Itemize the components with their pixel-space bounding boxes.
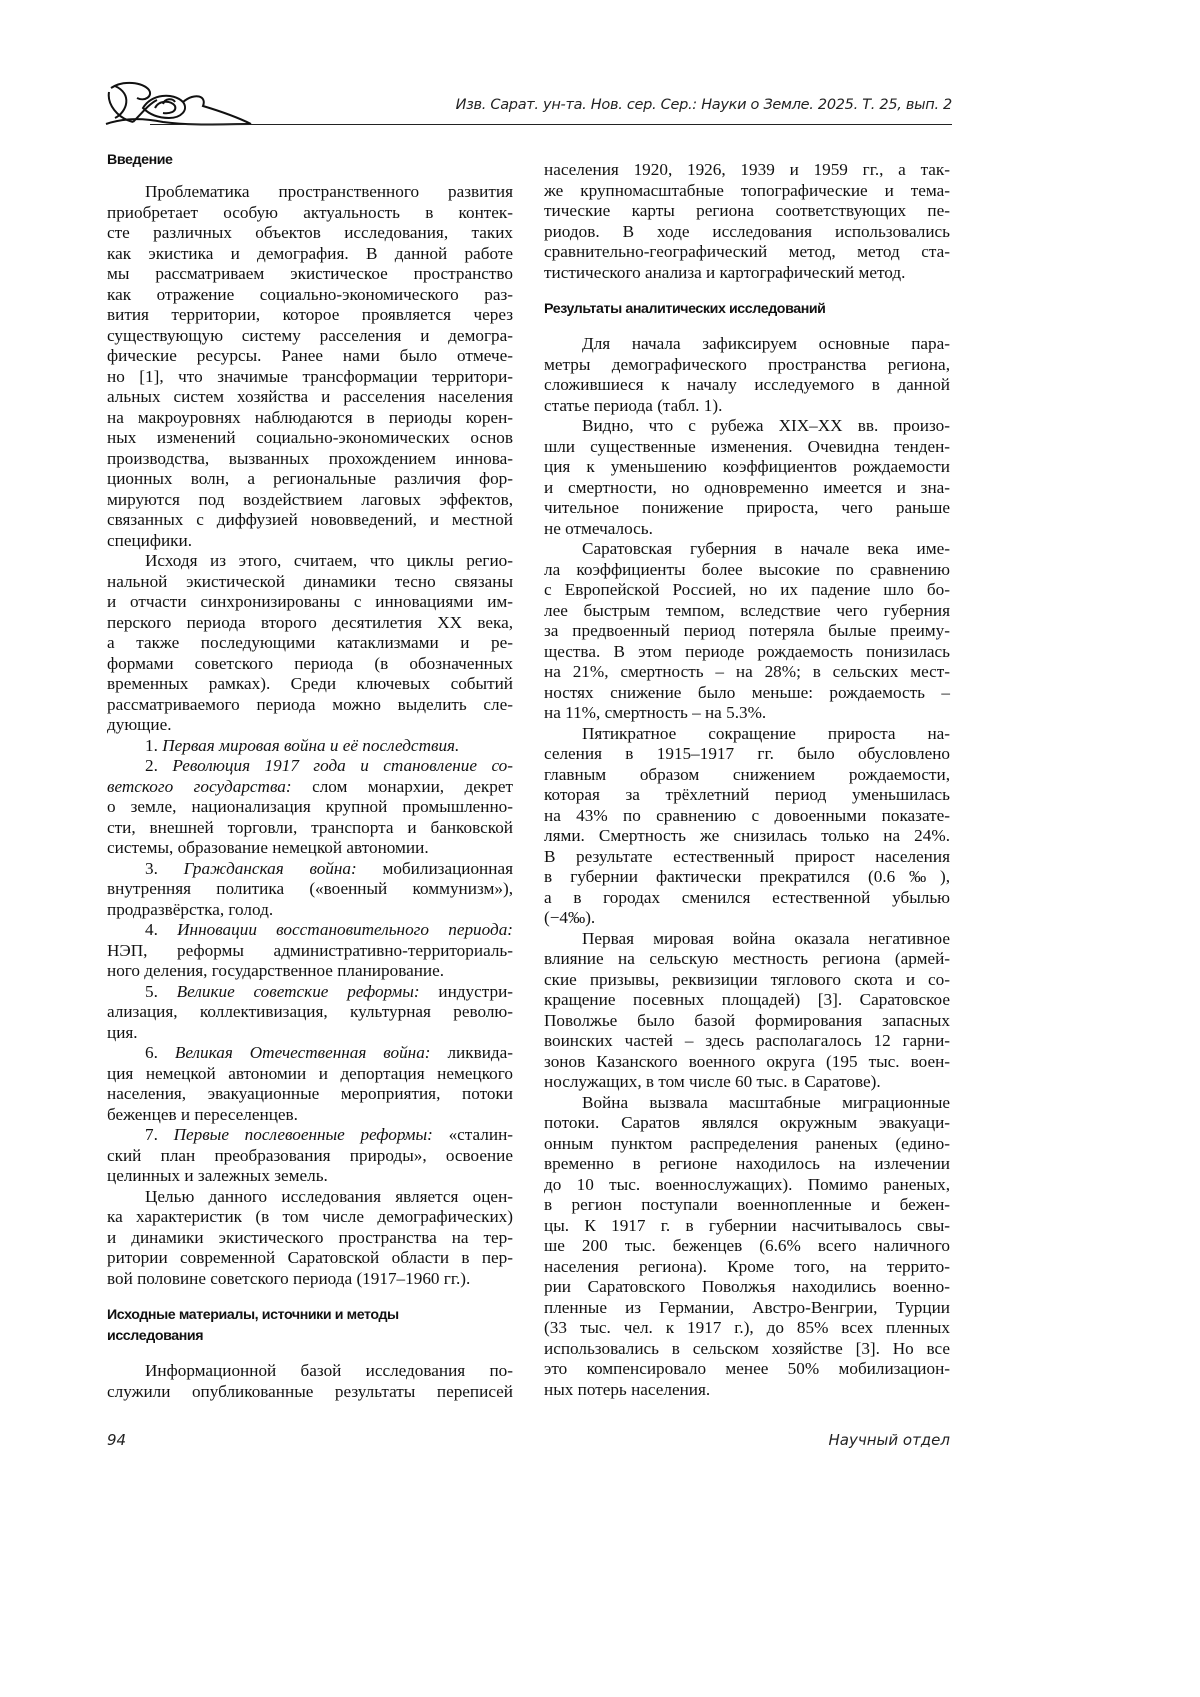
text-line: Введение <box>107 150 513 171</box>
text-line: же крупномасштабные топографические и тема- <box>544 181 950 202</box>
text-span: «сталин- <box>433 1125 513 1144</box>
paragraph <box>107 920 513 982</box>
text-line: фические ресурсы. Ранее нами было отмече- <box>107 346 513 367</box>
text-line: населения 1920, 1926, 1939 и 1959 гг., а так- <box>544 160 950 181</box>
text-line: лее быстрым темпом, вследствие чего губерния <box>544 601 950 622</box>
section-heading <box>107 1305 513 1347</box>
page-number: 94 <box>107 1431 126 1449</box>
paragraph <box>107 1125 513 1187</box>
text-line: а также последующими катаклизмами и ре- <box>107 633 513 654</box>
paragraph <box>544 334 950 416</box>
text-line: Поволжье было базой формирования запасных <box>544 1011 950 1032</box>
text-line: мы рассматриваем экистическое пространство <box>107 264 513 285</box>
text-line: вой половине советского периода (1917–1960 гг.). <box>107 1269 513 1290</box>
text-line: временных рамках). Среди ключевых событий <box>107 674 513 695</box>
text-span: 7. <box>145 1125 174 1144</box>
text-line: главным образом снижением рождаемости, <box>544 765 950 786</box>
text-line <box>107 920 513 941</box>
text-line: В результате естественный прирост населения <box>544 847 950 868</box>
text-line: ция немецкой автономии и депортация немецкого <box>107 1064 513 1085</box>
text-line: ных потерь населения. <box>544 1380 950 1401</box>
text-line: ализация, коллективизация, культурная револю- <box>107 1002 513 1023</box>
text-line: Информационной базой исследования по- <box>107 1361 513 1382</box>
text-line: за предвоенный период потеряла былые преиму- <box>544 621 950 642</box>
paragraph <box>107 551 513 736</box>
text-line: цы. К 1917 г. в губернии насчитывалось свы- <box>544 1216 950 1237</box>
text-line: Исходные материалы, источники и методы <box>107 1305 513 1326</box>
text-line: внутренняя политика («военный коммунизм»), <box>107 879 513 900</box>
section-name: Научный отдел <box>829 1431 950 1449</box>
text-span: 1. <box>145 736 162 755</box>
text-line: Первая мировая война оказала негативное <box>544 929 950 950</box>
text-span: 3. <box>145 859 184 878</box>
text-line: Результаты аналитических исследований <box>544 299 950 320</box>
text-line: онным пунктом распределения раненых (едино- <box>544 1134 950 1155</box>
text-line: использовались в сельском хозяйстве [3]. Но все <box>544 1339 950 1360</box>
text-line: Война вызвала масштабные миграционные <box>544 1093 950 1114</box>
text-line: тистического анализа и картографический метод. <box>544 263 950 284</box>
paragraph <box>107 859 513 921</box>
paragraph <box>107 182 513 551</box>
text-line: шли существенные изменения. Очевидна тенден- <box>544 437 950 458</box>
paragraph <box>107 756 513 859</box>
italic-text: Гражданская война: <box>184 859 357 878</box>
text-line: ционных волн, а региональные различия фор- <box>107 469 513 490</box>
text-span: ликвида- <box>431 1043 513 1062</box>
text-line <box>107 736 513 757</box>
text-line <box>107 756 513 777</box>
text-line: это компенсировало менее 50% мобилизацион- <box>544 1359 950 1380</box>
text-line: нальной экистической динамики тесно связаны <box>107 572 513 593</box>
text-line: а в городах сменился естественной убылью <box>544 888 950 909</box>
italic-text: Великие советские реформы: <box>177 982 420 1001</box>
text-line <box>107 1043 513 1064</box>
text-line: альных систем хозяйства и расселения населения <box>107 387 513 408</box>
text-line: НЭП, реформы административно-территориаль- <box>107 941 513 962</box>
header-rule <box>150 124 952 125</box>
text-line: которая за трёхлетний период уменьшилась <box>544 785 950 806</box>
text-line: ного деления, государственное планирование. <box>107 961 513 982</box>
paragraph <box>107 1043 513 1125</box>
journal-ornament-logo <box>103 78 253 128</box>
text-line: и отчасти синхронизированы с инновациями им- <box>107 592 513 613</box>
text-span: 5. <box>145 982 177 1001</box>
text-line: ше 200 тыс. беженцев (6.6% всего наличного <box>544 1236 950 1257</box>
paragraph <box>107 1187 513 1290</box>
text-line: специфики. <box>107 531 513 552</box>
text-line: кращение посевных площадей) [3]. Саратовское <box>544 990 950 1011</box>
paragraph <box>107 1361 513 1402</box>
text-line: зонов Казанского военного округа (195 тыс. воен- <box>544 1052 950 1073</box>
text-line: беженцев и переселенцев. <box>107 1105 513 1126</box>
text-line: потоки. Саратов являлся окружным эвакуаци- <box>544 1113 950 1134</box>
text-span: 4. <box>145 920 177 939</box>
text-line: производства, вызванных прохождением иннова- <box>107 449 513 470</box>
text-line: ла коэффициенты более высокие по сравнению <box>544 560 950 581</box>
text-line: сравнительно-географический метод, метод ста- <box>544 242 950 263</box>
text-line: как отражение социально-экономического раз- <box>107 285 513 306</box>
text-line: ский план преобразования природы», освоение <box>107 1146 513 1167</box>
text-line: (33 тыс. чел. к 1917 г.), до 85% всех пленных <box>544 1318 950 1339</box>
text-line: в губернии фактически прекратился (0.6‰), <box>544 867 950 888</box>
section-heading <box>544 299 950 320</box>
text-line: мируются под воздействием лаговых эффектов, <box>107 490 513 511</box>
text-line: населения региона). Кроме того, на террито- <box>544 1257 950 1278</box>
text-line: приобретает особую актуальность в контек- <box>107 203 513 224</box>
text-line: на макроуровнях наблюдаются в периоды корен- <box>107 408 513 429</box>
paragraph <box>544 160 950 283</box>
italic-text: Первая мировая война и её последствия. <box>162 736 459 755</box>
text-span: слом монархии, декрет <box>292 777 513 796</box>
paragraph <box>544 929 950 1093</box>
text-line: лями. Смертность же снизилась только на 24%. <box>544 826 950 847</box>
text-line: метры демографического пространства региона, <box>544 355 950 376</box>
text-line: ка характеристик (в том числе демографических) <box>107 1207 513 1228</box>
text-line: ритории современной Саратовской области в пер- <box>107 1248 513 1269</box>
text-line: существующую систему расселения и демогра- <box>107 326 513 347</box>
text-line <box>107 982 513 1003</box>
text-line: сложившиеся к началу исследуемого в данной <box>544 375 950 396</box>
text-line <box>107 859 513 880</box>
text-line: в регион поступали военнопленные и бежен- <box>544 1195 950 1216</box>
paragraph <box>107 736 513 757</box>
text-line: ские призывы, реквизиции тяглового скота и со- <box>544 970 950 991</box>
text-line: служили опубликованные результаты переписей <box>107 1382 513 1403</box>
text-line: нослужащих, в том числе 60 тыс. в Саратове). <box>544 1072 950 1093</box>
text-line: с Европейской Россией, но их падение шло бо- <box>544 580 950 601</box>
text-line: (−4‰). <box>544 908 950 929</box>
left-column <box>107 150 513 1402</box>
italic-text: Первые послевоенные реформы: <box>174 1125 433 1144</box>
text-line: Целью данного исследования является оцен- <box>107 1187 513 1208</box>
text-line: селения в 1915–1917 гг. было обусловлено <box>544 744 950 765</box>
paragraph <box>544 416 950 539</box>
text-span: индустри- <box>420 982 513 1001</box>
text-line: сти, внешней торговли, транспорта и банковской <box>107 818 513 839</box>
text-line: Пятикратное сокращение прироста на- <box>544 724 950 745</box>
text-line: ция к уменьшению коэффициентов рождаемости <box>544 457 950 478</box>
text-line: на 11%, смертность – на 5.3%. <box>544 703 950 724</box>
text-line: и смертности, но одновременно имеется и зна- <box>544 478 950 499</box>
text-line: ных изменений социально-экономических основ <box>107 428 513 449</box>
text-line: до 10 тыс. военнослужащих). Помимо раненых, <box>544 1175 950 1196</box>
text-line: ностях снижение было меньше: рождаемость – <box>544 683 950 704</box>
text-line: но [1], что значимые трансформации территори- <box>107 367 513 388</box>
text-line: риодов. В ходе исследования использовались <box>544 222 950 243</box>
text-line: связанных с диффузией нововведений, и местной <box>107 510 513 531</box>
italic-text: Великая Отечественная война: <box>175 1043 431 1062</box>
text-line: пленные из Германии, Австро-Венгрии, Турции <box>544 1298 950 1319</box>
paragraph <box>544 539 950 724</box>
italic-text: Революция 1917 года и становление со- <box>172 756 513 775</box>
text-line <box>107 777 513 798</box>
text-line: Исходя из этого, считаем, что циклы регио- <box>107 551 513 572</box>
text-line: сте различных объектов исследования, таких <box>107 223 513 244</box>
section-heading <box>107 150 513 171</box>
text-line: на 43% по сравнению с довоенными показате- <box>544 806 950 827</box>
text-line: Саратовская губерния в начале века име- <box>544 539 950 560</box>
text-line: формами советского периода (в обозначенных <box>107 654 513 675</box>
text-span: 2. <box>145 756 172 775</box>
text-line: дующие. <box>107 715 513 736</box>
italic-text: Инновации восстановительного периода: <box>177 920 513 939</box>
text-line: перского периода второго десятилетия XX века, <box>107 613 513 634</box>
text-line: чительное понижение прироста, чего раньше <box>544 498 950 519</box>
text-line: и динамики экистического пространства на тер- <box>107 1228 513 1249</box>
text-line: продразвёрстка, голод. <box>107 900 513 921</box>
text-line: Видно, что с рубежа XIX–XX вв. произо- <box>544 416 950 437</box>
paragraph <box>544 724 950 929</box>
text-line: временно в регионе находилось на излечении <box>544 1154 950 1175</box>
journal-citation-header: Изв. Сарат. ун-та. Нов. сер. Сер.: Науки о Земле. 2025. Т. 25, вып. 2 <box>456 97 952 113</box>
right-column <box>544 160 950 1400</box>
text-line: исследования <box>107 1326 513 1347</box>
text-line: на 21%, смертность – на 28%; в сельских мест- <box>544 662 950 683</box>
text-line: статье периода (табл. 1). <box>544 396 950 417</box>
text-line: населения, эвакуационные мероприятия, потоки <box>107 1084 513 1105</box>
text-line: рии Саратовского Поволжья находились военно- <box>544 1277 950 1298</box>
text-line: Проблематика пространственного развития <box>107 182 513 203</box>
paragraph <box>544 1093 950 1401</box>
text-line: влияние на сельскую местность региона (армей- <box>544 949 950 970</box>
text-span: 6. <box>145 1043 175 1062</box>
text-line: Для начала зафиксируем основные пара- <box>544 334 950 355</box>
text-line <box>107 1125 513 1146</box>
text-line: о земле, национализация крупной промышленно- <box>107 797 513 818</box>
text-line: тические карты региона соответствующих пе- <box>544 201 950 222</box>
text-line: целинных и залежных земель. <box>107 1166 513 1187</box>
italic-text: ветского государства: <box>107 777 292 796</box>
text-line: системы, образование немецкой автономии. <box>107 838 513 859</box>
text-line: ция. <box>107 1023 513 1044</box>
text-span: мобилизационная <box>357 859 513 878</box>
text-line: вития территории, которое проявляется через <box>107 305 513 326</box>
text-line: как экистика и демография. В данной работе <box>107 244 513 265</box>
text-line: не отмечалось. <box>544 519 950 540</box>
text-line: рассматриваемого периода можно выделить сле- <box>107 695 513 716</box>
text-line: щества. В этом периоде рождаемость понизилась <box>544 642 950 663</box>
text-line: воинских частей – здесь располагалось 12 гарни- <box>544 1031 950 1052</box>
paragraph <box>107 982 513 1044</box>
